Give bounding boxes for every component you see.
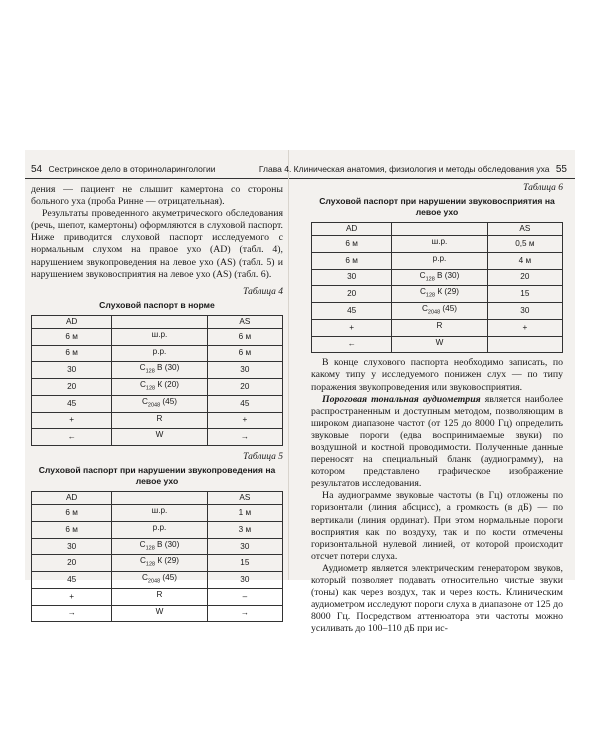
table-row bbox=[32, 605, 283, 622]
test-subscript: 128 bbox=[145, 369, 155, 376]
test-subscript: 128 bbox=[425, 293, 436, 300]
cell-test bbox=[112, 429, 207, 446]
table-row bbox=[32, 522, 283, 539]
test-label: р.р. bbox=[432, 253, 447, 263]
table-row bbox=[32, 505, 283, 522]
table4-caption: Таблица 4 bbox=[243, 286, 283, 297]
table-header-cell bbox=[112, 492, 207, 505]
table-row bbox=[312, 269, 563, 286]
test-label: С bbox=[421, 304, 428, 314]
test-label: R bbox=[436, 320, 443, 330]
cell-ad: 45 bbox=[32, 572, 112, 589]
table-row bbox=[32, 362, 283, 379]
cell-as: + bbox=[487, 319, 562, 336]
table-header-cell: AS bbox=[207, 492, 282, 505]
cell-as: 0,5 м bbox=[487, 236, 562, 253]
table-header-cell: AD bbox=[312, 223, 392, 236]
cell-as: – bbox=[207, 588, 282, 605]
cell-ad: 45 bbox=[32, 395, 112, 412]
cell-test bbox=[392, 319, 487, 336]
table-header-row bbox=[32, 315, 283, 328]
table-row bbox=[32, 379, 283, 396]
test-rest: В (30) bbox=[154, 363, 180, 373]
right-running-header bbox=[259, 164, 571, 175]
table-row bbox=[312, 336, 563, 353]
test-label: С bbox=[419, 270, 426, 280]
audiometry-term: Пороговая тональная аудиометрия bbox=[322, 393, 481, 405]
cell-as: 15 bbox=[207, 555, 282, 572]
cell-ad: + bbox=[32, 412, 112, 429]
cell-as: + bbox=[207, 412, 282, 429]
test-label: R bbox=[156, 589, 163, 599]
cell-test bbox=[392, 252, 487, 269]
test-rest: К (20) bbox=[155, 380, 179, 390]
cell-test bbox=[112, 362, 207, 379]
cell-test bbox=[112, 412, 207, 429]
cell-as: 20 bbox=[487, 269, 562, 286]
table-header-cell: AD bbox=[32, 492, 112, 505]
right-paragraph-2-text: является наиболее распространенным и доступным методом, позволяющим в широком диапазоне частот (от 125 до 8000 Гц) определить звуковые пороги (едва воспринимаемые звуки) по воздушной и костной проводимости. Полученные данные переносят на специальный бланк (аудиограмму), на котором представлено графическое изображение результатов исследования. bbox=[311, 393, 564, 490]
table6 bbox=[311, 222, 563, 353]
cell-test bbox=[112, 379, 207, 396]
left-paragraph-1: дения — пациент не слышит камертона со стороны больного уха (проба Ринне — отрицательная). bbox=[31, 184, 283, 208]
cell-test bbox=[112, 588, 207, 605]
left-running-head: Сестринское дело в оториноларингологии bbox=[48, 164, 216, 174]
table-header-cell: AS bbox=[487, 223, 562, 236]
test-subscript: 2048 bbox=[147, 578, 161, 585]
table-header-cell bbox=[112, 315, 207, 328]
left-page-number: 54 bbox=[31, 164, 43, 175]
table-row bbox=[32, 345, 283, 362]
cell-test bbox=[392, 303, 487, 320]
table-row bbox=[312, 286, 563, 303]
test-label: С bbox=[420, 287, 426, 297]
table-header-cell: AD bbox=[32, 315, 112, 328]
cell-as: 15 bbox=[487, 286, 562, 303]
cell-as: 30 bbox=[207, 362, 282, 379]
cell-test bbox=[392, 286, 487, 303]
table-header-cell: AS bbox=[207, 315, 282, 328]
table-row bbox=[32, 412, 283, 429]
cell-test bbox=[112, 345, 207, 362]
left-running-header bbox=[27, 164, 215, 175]
test-label: W bbox=[435, 337, 444, 347]
test-label: С bbox=[141, 573, 148, 583]
cell-as: → bbox=[207, 429, 282, 446]
table6-title: Слуховой паспорт при нарушении звуковосприятия на левое ухо bbox=[319, 196, 555, 218]
cell-as: 45 bbox=[207, 395, 282, 412]
cell-as: 3 м bbox=[207, 522, 282, 539]
table5 bbox=[31, 491, 283, 622]
cell-as: 6 м bbox=[207, 345, 282, 362]
cell-ad: 6 м bbox=[312, 236, 392, 253]
cell-as: 1 м bbox=[207, 505, 282, 522]
test-subscript: 2048 bbox=[427, 309, 441, 316]
test-label: R bbox=[156, 413, 163, 423]
table-row bbox=[32, 538, 283, 555]
table-row bbox=[32, 572, 283, 589]
cell-test bbox=[112, 572, 207, 589]
cell-ad: ← bbox=[32, 429, 112, 446]
cell-as: 30 bbox=[487, 303, 562, 320]
test-rest: В (30) bbox=[434, 270, 460, 280]
cell-ad: 6 м bbox=[32, 345, 112, 362]
cell-ad: 6 м bbox=[32, 505, 112, 522]
cell-test bbox=[112, 538, 207, 555]
cell-test bbox=[112, 395, 207, 412]
cell-test bbox=[112, 605, 207, 622]
test-rest: К (29) bbox=[435, 287, 459, 297]
cell-as bbox=[487, 336, 562, 353]
right-body bbox=[311, 180, 563, 635]
cell-as: 4 м bbox=[487, 252, 562, 269]
cell-as: 30 bbox=[207, 538, 282, 555]
cell-ad: 20 bbox=[32, 379, 112, 396]
right-paragraph-3: На аудиограмме звуковые частоты (в Гц) отложены по горизонтали (линия абсцисс), а громкость (в дБ) — по вертикали (линия ординат). При этом нормальные пороги восприятия как по воздуху, так и по кости отмечены горизонтальной нулевой линией, от которой происходит отсчет потери слуха. bbox=[311, 490, 563, 562]
table-row bbox=[32, 429, 283, 446]
table-row bbox=[32, 588, 283, 605]
table-row bbox=[312, 319, 563, 336]
cell-ad: + bbox=[32, 588, 112, 605]
table4 bbox=[31, 315, 283, 446]
cell-test bbox=[112, 522, 207, 539]
test-rest: К (29) bbox=[155, 556, 179, 566]
right-paragraph-2 bbox=[311, 394, 563, 491]
cell-ad: 30 bbox=[312, 269, 392, 286]
test-rest: (45) bbox=[160, 396, 177, 406]
test-subscript: 128 bbox=[145, 562, 156, 569]
test-label: С bbox=[140, 556, 146, 566]
table-header-row bbox=[32, 492, 283, 505]
test-subscript: 2048 bbox=[147, 402, 161, 409]
test-label: С bbox=[139, 539, 146, 549]
right-paragraph-1: В конце слухового паспорта необходимо записать, по какому типу у исследуемого понижен слух — по типу поражения звукопроведения или звуковосприятия. bbox=[311, 357, 563, 393]
cell-ad: → bbox=[32, 605, 112, 622]
cell-test bbox=[392, 336, 487, 353]
table5-title: Слуховой паспорт при нарушении звукопроведения на левое ухо bbox=[38, 465, 276, 487]
left-body bbox=[31, 184, 283, 626]
cell-ad: 6 м bbox=[312, 252, 392, 269]
left-header-rule bbox=[25, 178, 288, 179]
table5-caption: Таблица 5 bbox=[243, 452, 283, 463]
cell-as: 6 м bbox=[207, 328, 282, 345]
test-label: W bbox=[155, 606, 164, 616]
test-label: р.р. bbox=[152, 346, 167, 356]
test-label: ш.р. bbox=[431, 237, 448, 247]
cell-ad: 30 bbox=[32, 538, 112, 555]
test-label: р.р. bbox=[152, 523, 167, 532]
cell-test bbox=[112, 555, 207, 572]
right-running-head: Глава 4. Клиническая анатомия, физиология и методы обследования уха bbox=[258, 164, 550, 174]
table-row bbox=[32, 395, 283, 412]
cell-ad: 6 м bbox=[32, 328, 112, 345]
cell-test bbox=[112, 505, 207, 522]
cell-test bbox=[392, 269, 487, 286]
left-paragraph-2: Результаты проведенного акуметрического обследования (речь, шепот, камертоны) оформляются в слуховой паспорт. Ниже приводится слуховой паспорт исследуемого с нормальным слухом на правое ухо (AD) (табл. 4), нарушением звукопроведения на левое ухо (AS) (табл. 5) и нарушением звуковосприятия на левое ухо (AS) (табл. 6). bbox=[31, 208, 283, 280]
test-rest: (45) bbox=[440, 304, 457, 314]
cell-as: 30 bbox=[207, 572, 282, 589]
table-row bbox=[312, 236, 563, 253]
test-rest: (45) bbox=[160, 573, 177, 583]
table-header-cell bbox=[392, 223, 487, 236]
cell-test bbox=[112, 328, 207, 345]
cell-ad: + bbox=[312, 319, 392, 336]
test-label: С bbox=[140, 380, 146, 390]
test-label: С bbox=[139, 363, 146, 373]
table4-title: Слуховой паспорт в норме bbox=[99, 299, 215, 310]
table-row bbox=[312, 303, 563, 320]
cell-test bbox=[392, 236, 487, 253]
cell-as: 20 bbox=[207, 379, 282, 396]
test-label: ш.р. bbox=[151, 506, 168, 516]
right-paragraph-4: Аудиометр является электрическим генератором звуков, который позволяет подавать относительно чистые звуки (тоны) как через воздух, так и через кость. Клиническим аудиометром исследуют пороги слуха в диапазоне от 125 до 8000 Гц. Посредством аттенюатора эти частоты можно усиливать до 100–110 дБ при ис- bbox=[311, 562, 563, 635]
cell-ad: 30 bbox=[32, 362, 112, 379]
cell-ad: ← bbox=[312, 336, 392, 353]
cell-ad: 20 bbox=[32, 555, 112, 572]
cell-ad: 6 м bbox=[32, 522, 112, 539]
test-label: W bbox=[155, 430, 164, 440]
table-header-row bbox=[312, 223, 563, 236]
table-row bbox=[312, 252, 563, 269]
test-rest: В (30) bbox=[154, 539, 180, 549]
right-page-number: 55 bbox=[555, 164, 567, 175]
right-header-rule bbox=[289, 178, 575, 179]
table-row bbox=[32, 328, 283, 345]
test-label: ш.р. bbox=[151, 329, 168, 339]
test-subscript: 128 bbox=[145, 545, 155, 552]
table6-caption: Таблица 6 bbox=[523, 183, 563, 193]
cell-ad: 45 bbox=[312, 303, 392, 320]
test-subscript: 128 bbox=[145, 385, 156, 392]
left-page bbox=[25, 150, 289, 618]
test-subscript: 128 bbox=[425, 276, 435, 283]
test-label: С bbox=[141, 396, 148, 406]
cell-as: → bbox=[207, 605, 282, 622]
table-row bbox=[32, 555, 283, 572]
cell-ad: 20 bbox=[312, 286, 392, 303]
